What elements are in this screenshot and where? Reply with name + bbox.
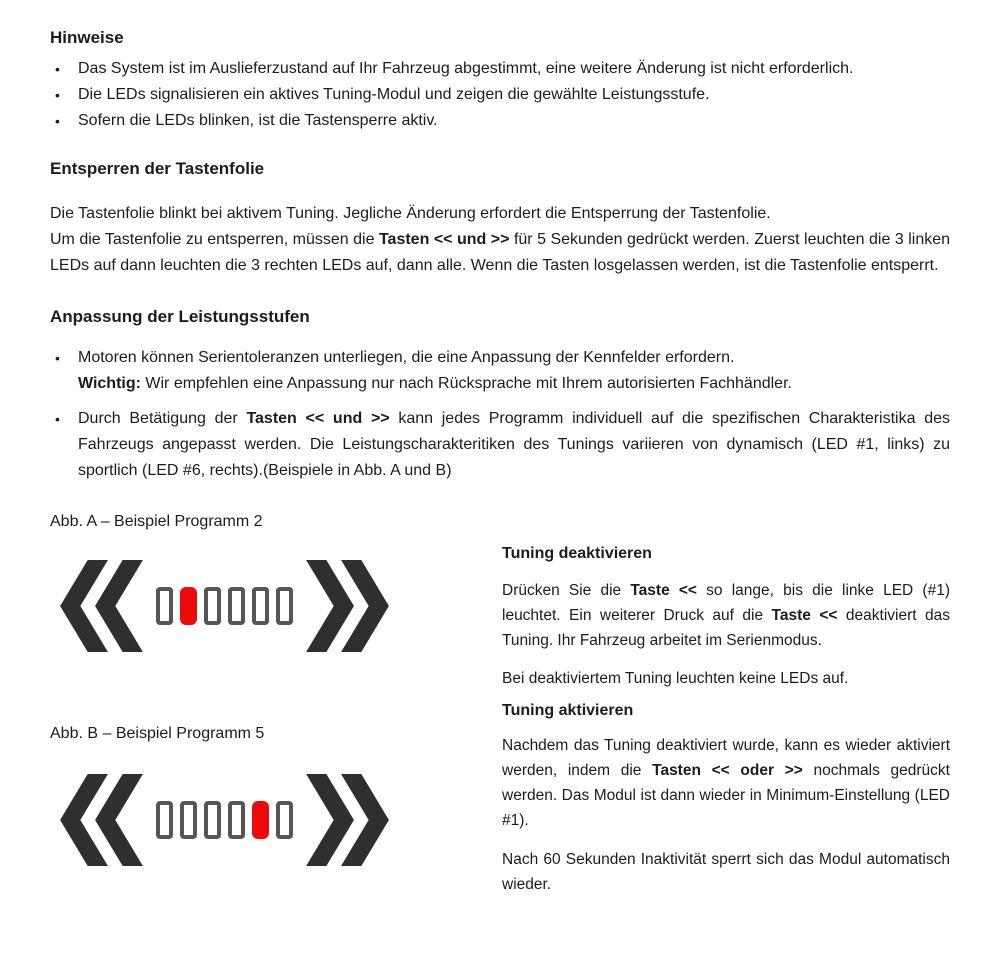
bullet-item [50, 345, 950, 397]
chevrons-left-icon [60, 560, 143, 652]
hinweise-bullet-list [50, 56, 950, 134]
led-indicator [228, 801, 245, 839]
led-indicator [204, 801, 221, 839]
figures-column [50, 512, 502, 897]
figure-b-label: Abb. B – Beispiel Programm 5 [50, 725, 265, 742]
section-title-anpassung: Anpassung der Leistungsstufen [50, 307, 310, 326]
led-indicator [228, 587, 245, 625]
led-indicator [252, 587, 269, 625]
anpassung-bullet-list [50, 345, 950, 484]
led-strip [156, 801, 293, 839]
figure-a-label: Abb. A – Beispiel Programm 2 [50, 513, 263, 530]
bullet-item [50, 82, 950, 108]
section-title-hinweise: Hinweise [50, 28, 124, 47]
paragraph: Die Tastenfolie blinkt bei aktivem Tuning. Jegliche Änderung erfordert die Entsperrung der Tastenfolie. [50, 205, 771, 222]
led-indicator-active [180, 587, 197, 625]
led-indicator [276, 801, 293, 839]
bullet-text: Das System ist im Auslieferzustand auf Ihr Fahrzeug abgestimmt, eine weitere Änderung ist nicht erforderlich. [78, 60, 854, 77]
chevrons-left-icon [60, 774, 143, 866]
entsperren-paragraphs [50, 201, 950, 279]
bullet-text: Die LEDs signalisieren ein aktives Tuning-Modul und zeigen die gewählte Leistungsstufe. [78, 86, 710, 103]
bullet-text: Sofern die LEDs blinken, ist die Tastensperre aktiv. [78, 112, 438, 129]
instructions-column [502, 512, 950, 897]
section-title-aktivieren: Tuning aktivieren [502, 702, 634, 719]
bullet-item [50, 406, 950, 484]
figures-and-instructions [50, 512, 950, 897]
led-indicator [276, 587, 293, 625]
section-title-entsperren: Entsperren der Tastenfolie [50, 159, 265, 178]
led-indicator [156, 801, 173, 839]
bullet-text: Durch Betätigung der Tasten << und >> kann jedes Programm individuell auf die spezifischen Charakteristika des Fahrzeugs angepasst werden. Die Leistungscharakteritiken des Tunings variieren von dynamisch (LED #1, links) zu sportlich (LED #6, rechts).(Beispiele in Abb. A und B) [78, 410, 951, 479]
paragraph: Drücken Sie die Taste << so lange, bis die linke LED (#1) leuchtet. Ein weiterer Druck auf die Taste << deaktiviert das Tuning. Ihr Fahrzeug arbeitet im Serienmodus. [502, 582, 950, 649]
section-title-deaktivieren: Tuning deaktivieren [502, 545, 652, 562]
figure-b-graphic [60, 774, 502, 866]
paragraph: Bei deaktiviertem Tuning leuchten keine LEDs auf. [502, 670, 849, 687]
section-anpassung [50, 307, 950, 484]
led-strip [156, 587, 293, 625]
section-entsperren [50, 159, 950, 279]
bullet-text: Motoren können Serientoleranzen unterliegen, die eine Anpassung der Kennfelder erfordern. Wichtig: Wir empfehlen eine Anpassung nur nach Rücksprache mit Ihrem autorisierten Fachhändler. [78, 349, 792, 392]
led-indicator [180, 801, 197, 839]
chevrons-right-icon [306, 774, 389, 866]
figure-a-graphic [60, 560, 502, 652]
led-indicator-active [252, 801, 269, 839]
bullet-marker: • [55, 61, 60, 77]
paragraph: Nachdem das Tuning deaktiviert wurde, kann es wieder aktiviert werden, indem die Tasten << oder >> nochmals gedrückt werden. Das Modul ist dann wieder in Minimum-Einstellung (LED #1). [502, 737, 950, 829]
paragraph: Um die Tastenfolie zu entsperren, müssen die Tasten << und >> für 5 Sekunden gedrückt werden. Zuerst leuchten die 3 linken LEDs auf dann leuchten die 3 rechten LEDs auf, dann alle. Wenn die Tasten losgelassen werden, ist die Tastenfolie entsperrt. [50, 231, 951, 274]
bullet-item [50, 56, 950, 82]
chevrons-right-icon [306, 560, 389, 652]
bullet-marker: • [55, 411, 60, 427]
bullet-marker: • [55, 350, 60, 366]
led-indicator [156, 587, 173, 625]
led-indicator [204, 587, 221, 625]
bullet-marker: • [55, 113, 60, 129]
section-hinweise [50, 28, 950, 134]
bullet-marker: • [55, 87, 60, 103]
bullet-item [50, 108, 950, 134]
paragraph: Nach 60 Sekunden Inaktivität sperrt sich das Modul automatisch wieder. [502, 851, 950, 893]
